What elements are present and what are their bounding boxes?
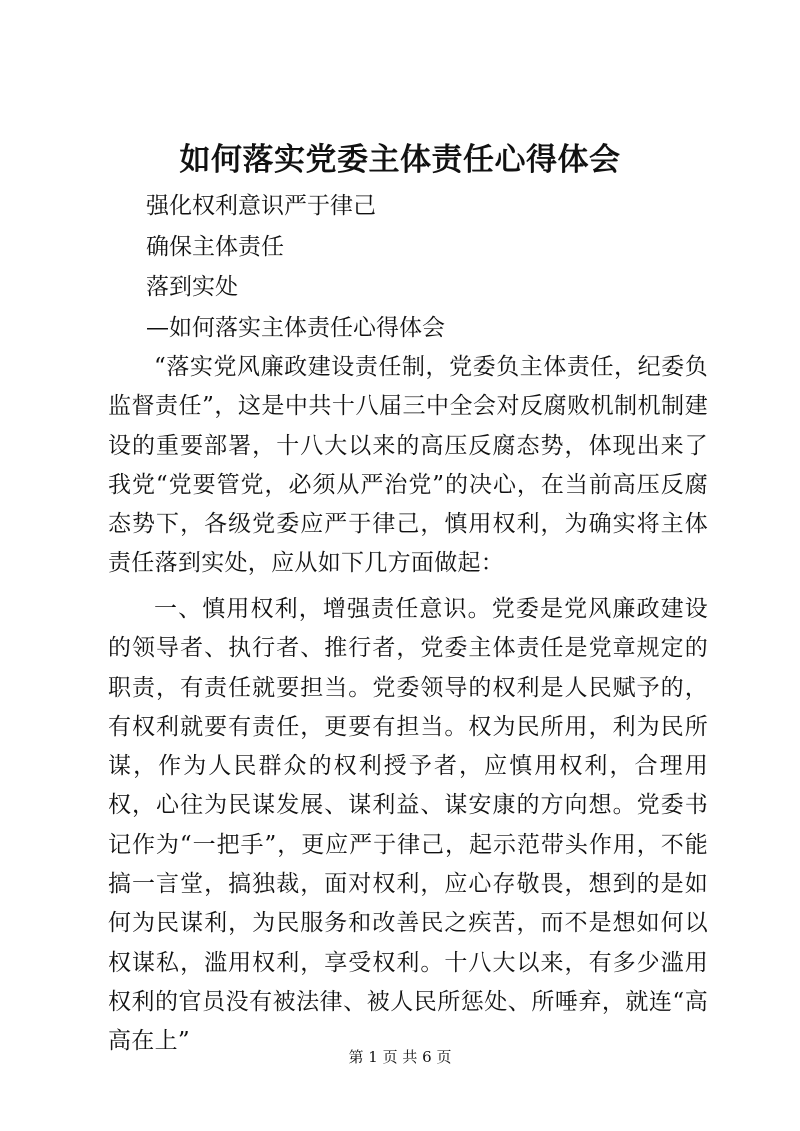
subheading-1: 强化权利意识严于律己 <box>146 193 376 219</box>
page-title: 如何落实党委主体责任心得体会 <box>179 142 621 178</box>
subheading-3: 落到实处 <box>146 274 238 300</box>
subheading-4: —如何落实主体责任心得体会 <box>146 315 445 341</box>
page-footer: 第 1 页 共 6 页 <box>348 1048 452 1066</box>
subheading-2: 确保主体责任 <box>146 234 284 260</box>
paragraph-section-1: 一、慎用权利，增强责任意识。党委是党风廉政建设的领导者、执行者、推行者，党委主体责任是党章规定的职责，有责任就要担当。党委领导的权利是人民赋予的，有权利就要有责任，更要有担当。权为民所用，利为民所谋，作为人民群众的权利授予者，应慎用权利，合理用权，心往为民谋发展、谋利益、谋安康的方向想。党委书记作为“一把手”，更应严于律己，起示范带头作用，不能搞一言堂，搞独裁，面对权利，应心存敬畏，想到的是如何为民谋利，为民服务和改善民之疾苦，而不是想如何以权谋私，滥用权利，享受权利。十八大以来，有多少滥用权利的官员没有被法律、被人民所惩处、所唾弃，就连“高高在上” <box>108 596 708 1055</box>
paragraph-intro: “落实党风廉政建设责任制，党委负主体责任，纪委负监督责任”，这是中共十八届三中全会对反腐败机制机制建设的重要部署，十八大以来的高压反腐态势，体现出来了我党“党要管党，必须从严治党”的决心，在当前高压反腐态势下，各级党委应严于律己，慎用权利，为确实将主体责任落到实处，应从如下几方面做起： <box>108 354 708 577</box>
